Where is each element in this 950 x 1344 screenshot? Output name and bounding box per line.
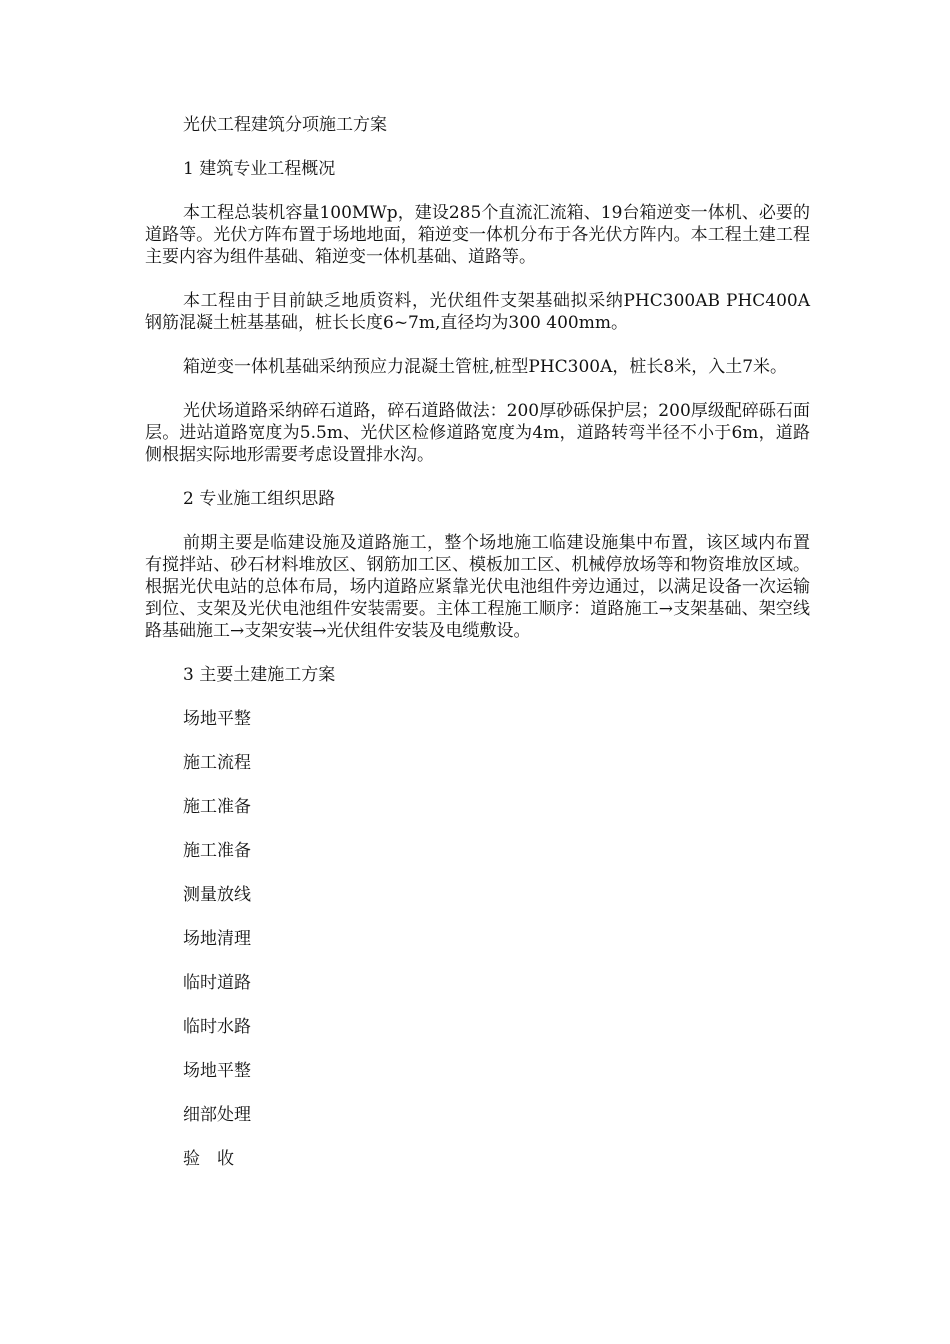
document-title: 光伏工程建筑分项施工方案 — [183, 115, 387, 135]
section-3-item: 施工流程 — [183, 753, 251, 773]
section-3-item: 施工准备 — [183, 797, 251, 817]
section-1-paragraph-4: 光伏场道路采纳碎石道路，碎石道路做法：200厚砂砾保护层；200厚级配碎砾石面层。进站道路宽度为5.5m、光伏区检修道路宽度为4m，道路转弯半径不小于6m，道路侧根据实际地形需要考虑设置排水沟。 — [145, 401, 810, 465]
section-1-paragraph-2: 本工程由于目前缺乏地质资料，光伏组件支架基础拟采纳PHC300AB PHC400A钢筋混凝土桩基基础，桩长长度6~7m,直径均为300 400mm。 — [145, 291, 810, 333]
section-3-item: 场地平整 — [183, 709, 251, 729]
section-1-paragraph-1: 本工程总装机容量100MWp，建设285个直流汇流箱、19台箱逆变一体机、必要的道路等。光伏方阵布置于场地地面，箱逆变一体机分布于各光伏方阵内。本工程土建工程主要内容为组件基础、箱逆变一体机基础、道路等。 — [145, 203, 810, 267]
section-2-heading: 2 专业施工组织思路 — [183, 489, 336, 509]
section-1-heading: 1 建筑专业工程概况 — [183, 159, 336, 179]
section-3-item: 临时道路 — [183, 973, 251, 993]
section-3-item: 场地平整 — [183, 1061, 251, 1081]
document-body — [145, 114, 810, 1192]
section-1-paragraph-3: 箱逆变一体机基础采纳预应力混凝土管桩,桩型PHC300A，桩长8米，入土7米。 — [183, 357, 788, 377]
section-3-item: 细部处理 — [183, 1105, 251, 1125]
section-3-item: 场地清理 — [183, 929, 251, 949]
section-2-paragraph: 前期主要是临建设施及道路施工，整个场地施工临建设施集中布置，该区域内布置有搅拌站、砂石材料堆放区、钢筋加工区、模板加工区、机械停放场等和物资堆放区域。根据光伏电站的总体布局，场内道路应紧靠光伏电池组件旁边通过，以满足设备一次运输到位、支架及光伏电池组件安装需要。主体工程施工顺序：道路施工→支架基础、架空线路基础施工→支架安装→光伏组件安装及电缆敷设。 — [145, 533, 810, 641]
section-3-item: 临时水路 — [183, 1017, 251, 1037]
section-3-item: 测量放线 — [183, 885, 251, 905]
section-3-item: 施工准备 — [183, 841, 251, 861]
section-3-heading: 3 主要土建施工方案 — [183, 665, 336, 685]
section-3-item: 验 收 — [183, 1149, 234, 1169]
